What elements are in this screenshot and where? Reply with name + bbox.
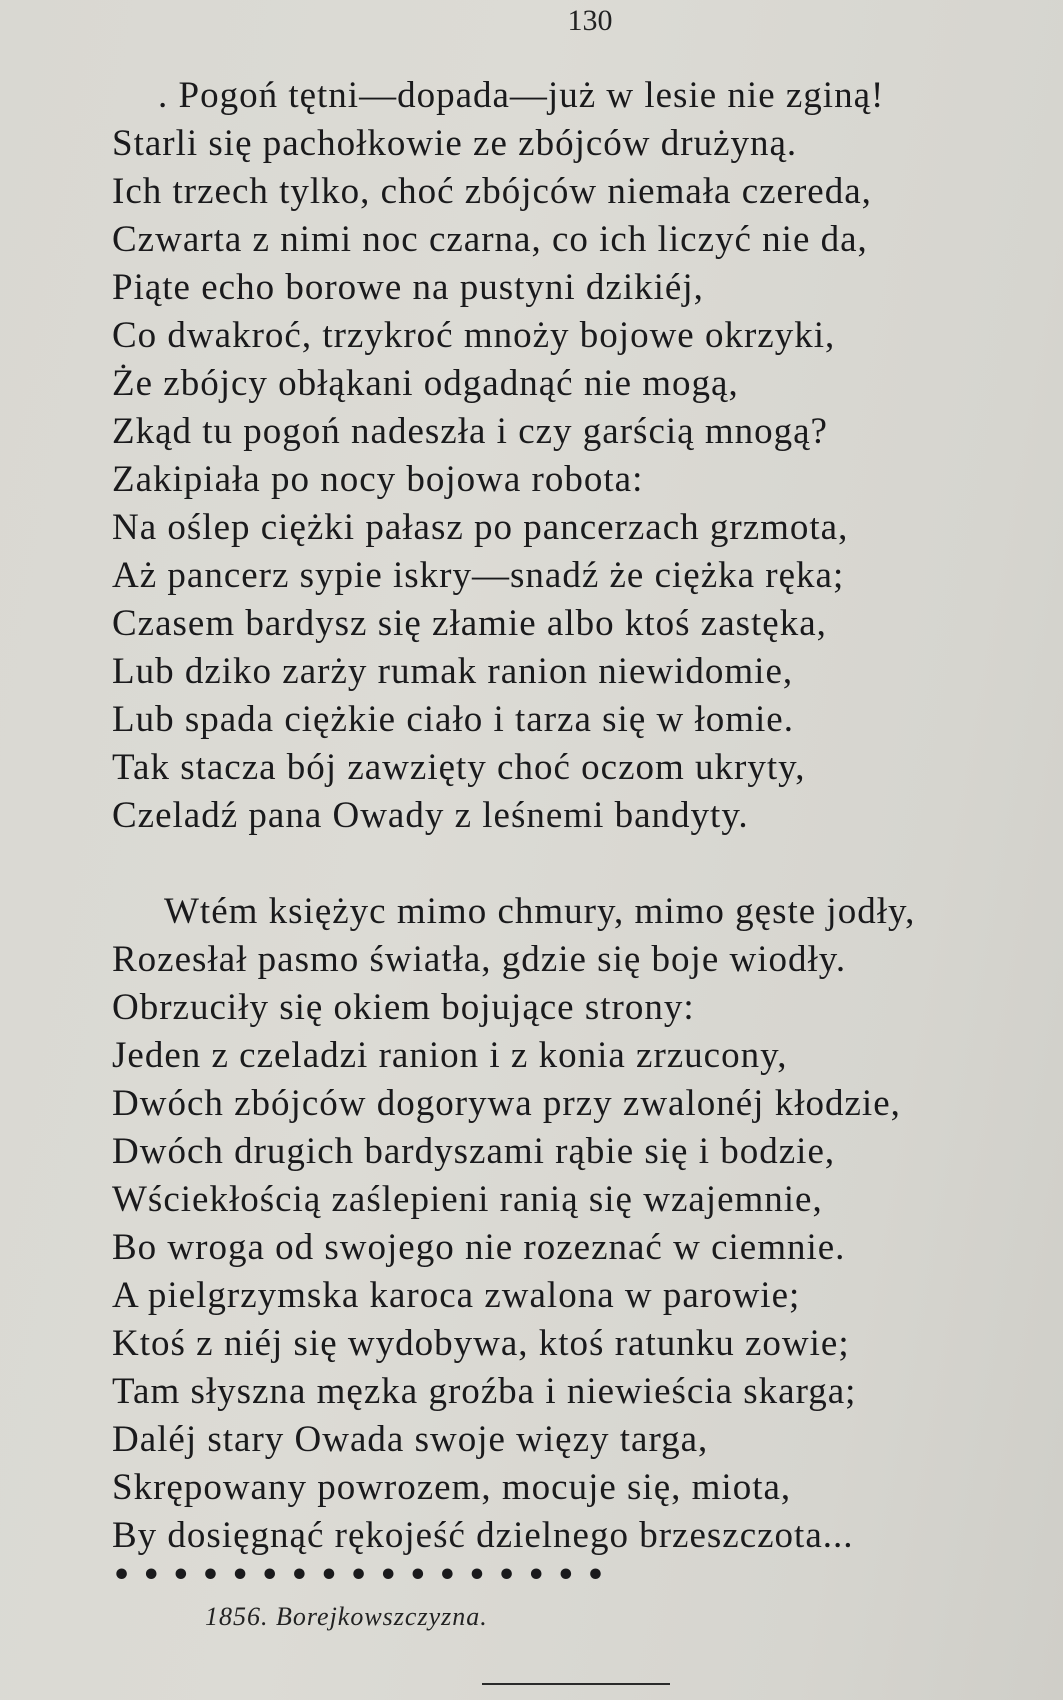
verse-line: Wtém księżyc mimo chmury, mimo gęste jodły, — [164, 891, 916, 932]
verse-line: Czwarta z nimi noc czarna, co ich liczyć nie da, — [112, 219, 868, 260]
verse-line: Bo wroga od swojego nie rozeznać w ciemnie. — [112, 1227, 846, 1268]
page-number: 130 — [567, 4, 613, 37]
dateline: 1856. Borejkowszczyzna. — [205, 1602, 488, 1631]
verse-line: Piąte echo borowe na pustyni dzikiéj, — [112, 267, 704, 308]
verse-line: Starli się pachołkowie ze zbójców drużyną. — [112, 123, 798, 164]
verse-line: Ich trzech tylko, choć zbójców niemała czereda, — [112, 171, 872, 212]
verse-line: Tak stacza bój zawzięty choć oczom ukryty, — [112, 747, 806, 788]
verse-line: Skrępowany powrozem, mocuje się, miota, — [112, 1467, 792, 1508]
stanza-2 — [112, 888, 1032, 1560]
verse-line: Ktoś z niéj się wydobywa, ktoś ratunku zowie; — [112, 1323, 850, 1364]
verse-line: Zkąd tu pogoń nadeszła i czy garścią mnogą? — [112, 411, 828, 452]
verse-line: Co dwakroć, trzykroć mnoży bojowe okrzyki, — [112, 315, 836, 356]
verse-line: Wściekłością zaślepieni ranią się wzajemnie, — [112, 1179, 823, 1220]
verse-line: By dosięgnąć rękojeść dzielnego brzeszczota... — [112, 1515, 854, 1556]
verse-line: Na oślep ciężki pałasz po pancerzach grzmota, — [112, 507, 849, 548]
verse-line: Czeladź pana Owady z leśnemi bandyty. — [112, 795, 749, 836]
verse-line: Czasem bardysz się złamie albo ktoś zastęka, — [112, 603, 827, 644]
verse-line: Obrzuciły się okiem bojujące strony: — [112, 987, 695, 1028]
stanza-1 — [112, 72, 1032, 840]
verse-line: Tam słyszna męzka groźba i niewieścia skarga; — [112, 1371, 857, 1412]
verse-line: . Pogoń tętni—dopada—już w lesie nie zginą! — [158, 75, 885, 116]
verse-line: Rozesłał pasmo światła, gdzie się boje wiodły. — [112, 939, 847, 980]
verse-line: Aż pancerz sypie iskry—snadź że ciężka ręka; — [112, 555, 845, 596]
verse-line: A pielgrzymska karoca zwalona w parowie; — [112, 1275, 801, 1316]
verse-line: Że zbójcy obłąkani odgadnąć nie mogą, — [112, 363, 739, 404]
ellipsis-row: • • • • • • • • • • • • • • • • • — [112, 1558, 606, 1593]
verse-line: Dwóch zbójców dogorywa przy zwalonéj kłodzie, — [112, 1083, 901, 1124]
verse-line: Dwóch drugich bardyszami rąbie się i bodzie, — [112, 1131, 836, 1172]
verse-line: Jeden z czeladzi ranion i z konia zrzucony, — [112, 1035, 788, 1076]
closing-rule — [482, 1683, 670, 1685]
verse-line: Zakipiała po nocy bojowa robota: — [112, 459, 644, 500]
verse-line: Lub spada ciężkie ciało i tarza się w łomie. — [112, 699, 794, 740]
verse-line: Lub dziko zarży rumak ranion niewidomie, — [112, 651, 794, 692]
verse-line: Daléj stary Owada swoje więzy targa, — [112, 1419, 709, 1460]
